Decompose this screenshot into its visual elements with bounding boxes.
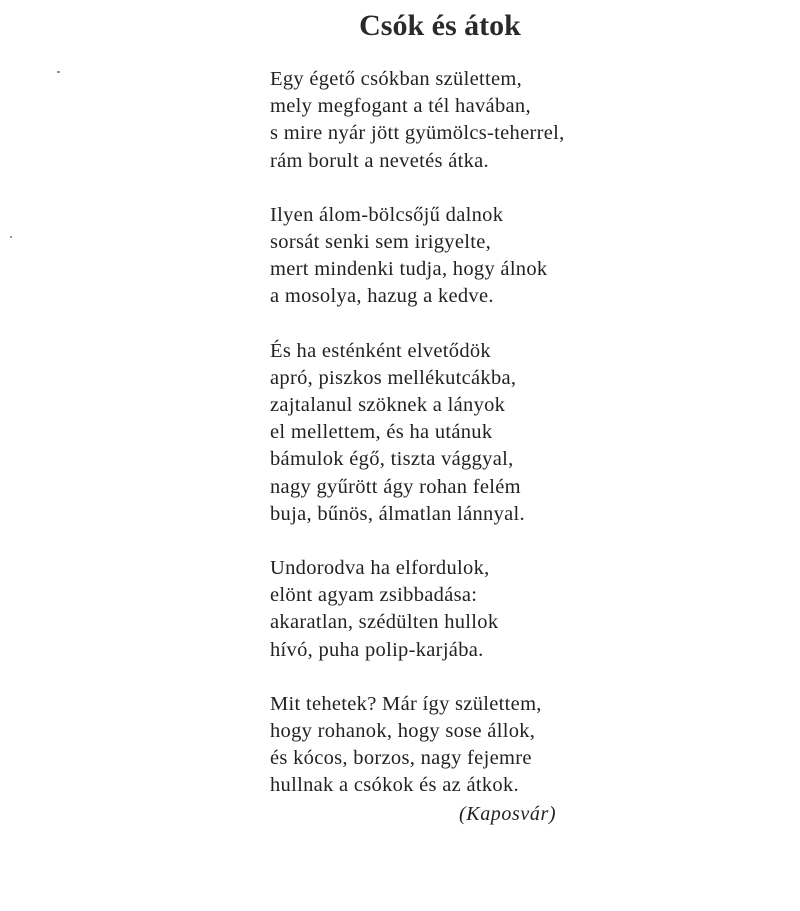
poem-line: mely megfogant a tél havában,: [270, 95, 531, 118]
poem-place-signature: (Kaposvár): [459, 803, 557, 825]
stanza-1: [270, 66, 790, 175]
poem-line: elönt agyam zsibbadása:: [270, 584, 478, 607]
poem-line: bámulok égő, tiszta vággyal,: [270, 448, 514, 471]
poem-line: apró, piszkos mellékutcákba,: [270, 366, 517, 389]
poem-line: Mit tehetek? Már így születtem,: [270, 692, 542, 715]
poem-line: és kócos, borzos, nagy fejemre: [270, 747, 532, 770]
scan-speck: [57, 71, 60, 73]
poem-line: buja, bűnös, álmatlan lánnyal.: [270, 502, 525, 525]
poem-line: Undorodva ha elfordulok,: [270, 557, 490, 580]
poem-line: akaratlan, szédülten hullok: [270, 611, 499, 634]
poem-line: sorsát senki sem irigyelte,: [270, 231, 492, 254]
poem-body: [270, 66, 790, 827]
poem-title: Csók és átok: [359, 9, 521, 42]
stanza-2: [270, 202, 790, 311]
poem-line: s mire nyár jött gyümölcs-teherrel,: [270, 122, 565, 145]
poem-line: el mellettem, és ha utánuk: [270, 421, 493, 444]
poem-line: a mosolya, hazug a kedve.: [270, 285, 494, 308]
poem-line: hogy rohanok, hogy sose állok,: [270, 720, 536, 743]
poem-line: rám borult a nevetés átka.: [270, 149, 489, 172]
poem-line: mert mindenki tudja, hogy álnok: [270, 258, 548, 281]
poem-line: hívó, puha polip-karjába.: [270, 638, 484, 661]
poem-line: És ha esténként elvetődök: [270, 339, 491, 362]
stanza-3: [270, 338, 790, 528]
stanza-5: [270, 691, 790, 800]
poem-line: Egy égető csókban születtem,: [270, 68, 523, 90]
poem-line: Ilyen álom-bölcsőjű dalnok: [270, 203, 504, 226]
scan-speck: [10, 236, 12, 238]
poem-line: nagy gyűrött ágy rohan felém: [270, 475, 521, 498]
poem-line: hullnak a csókok és az átkok.: [270, 774, 519, 797]
poem-line: zajtalanul szöknek a lányok: [270, 394, 506, 417]
stanza-4: [270, 555, 790, 664]
